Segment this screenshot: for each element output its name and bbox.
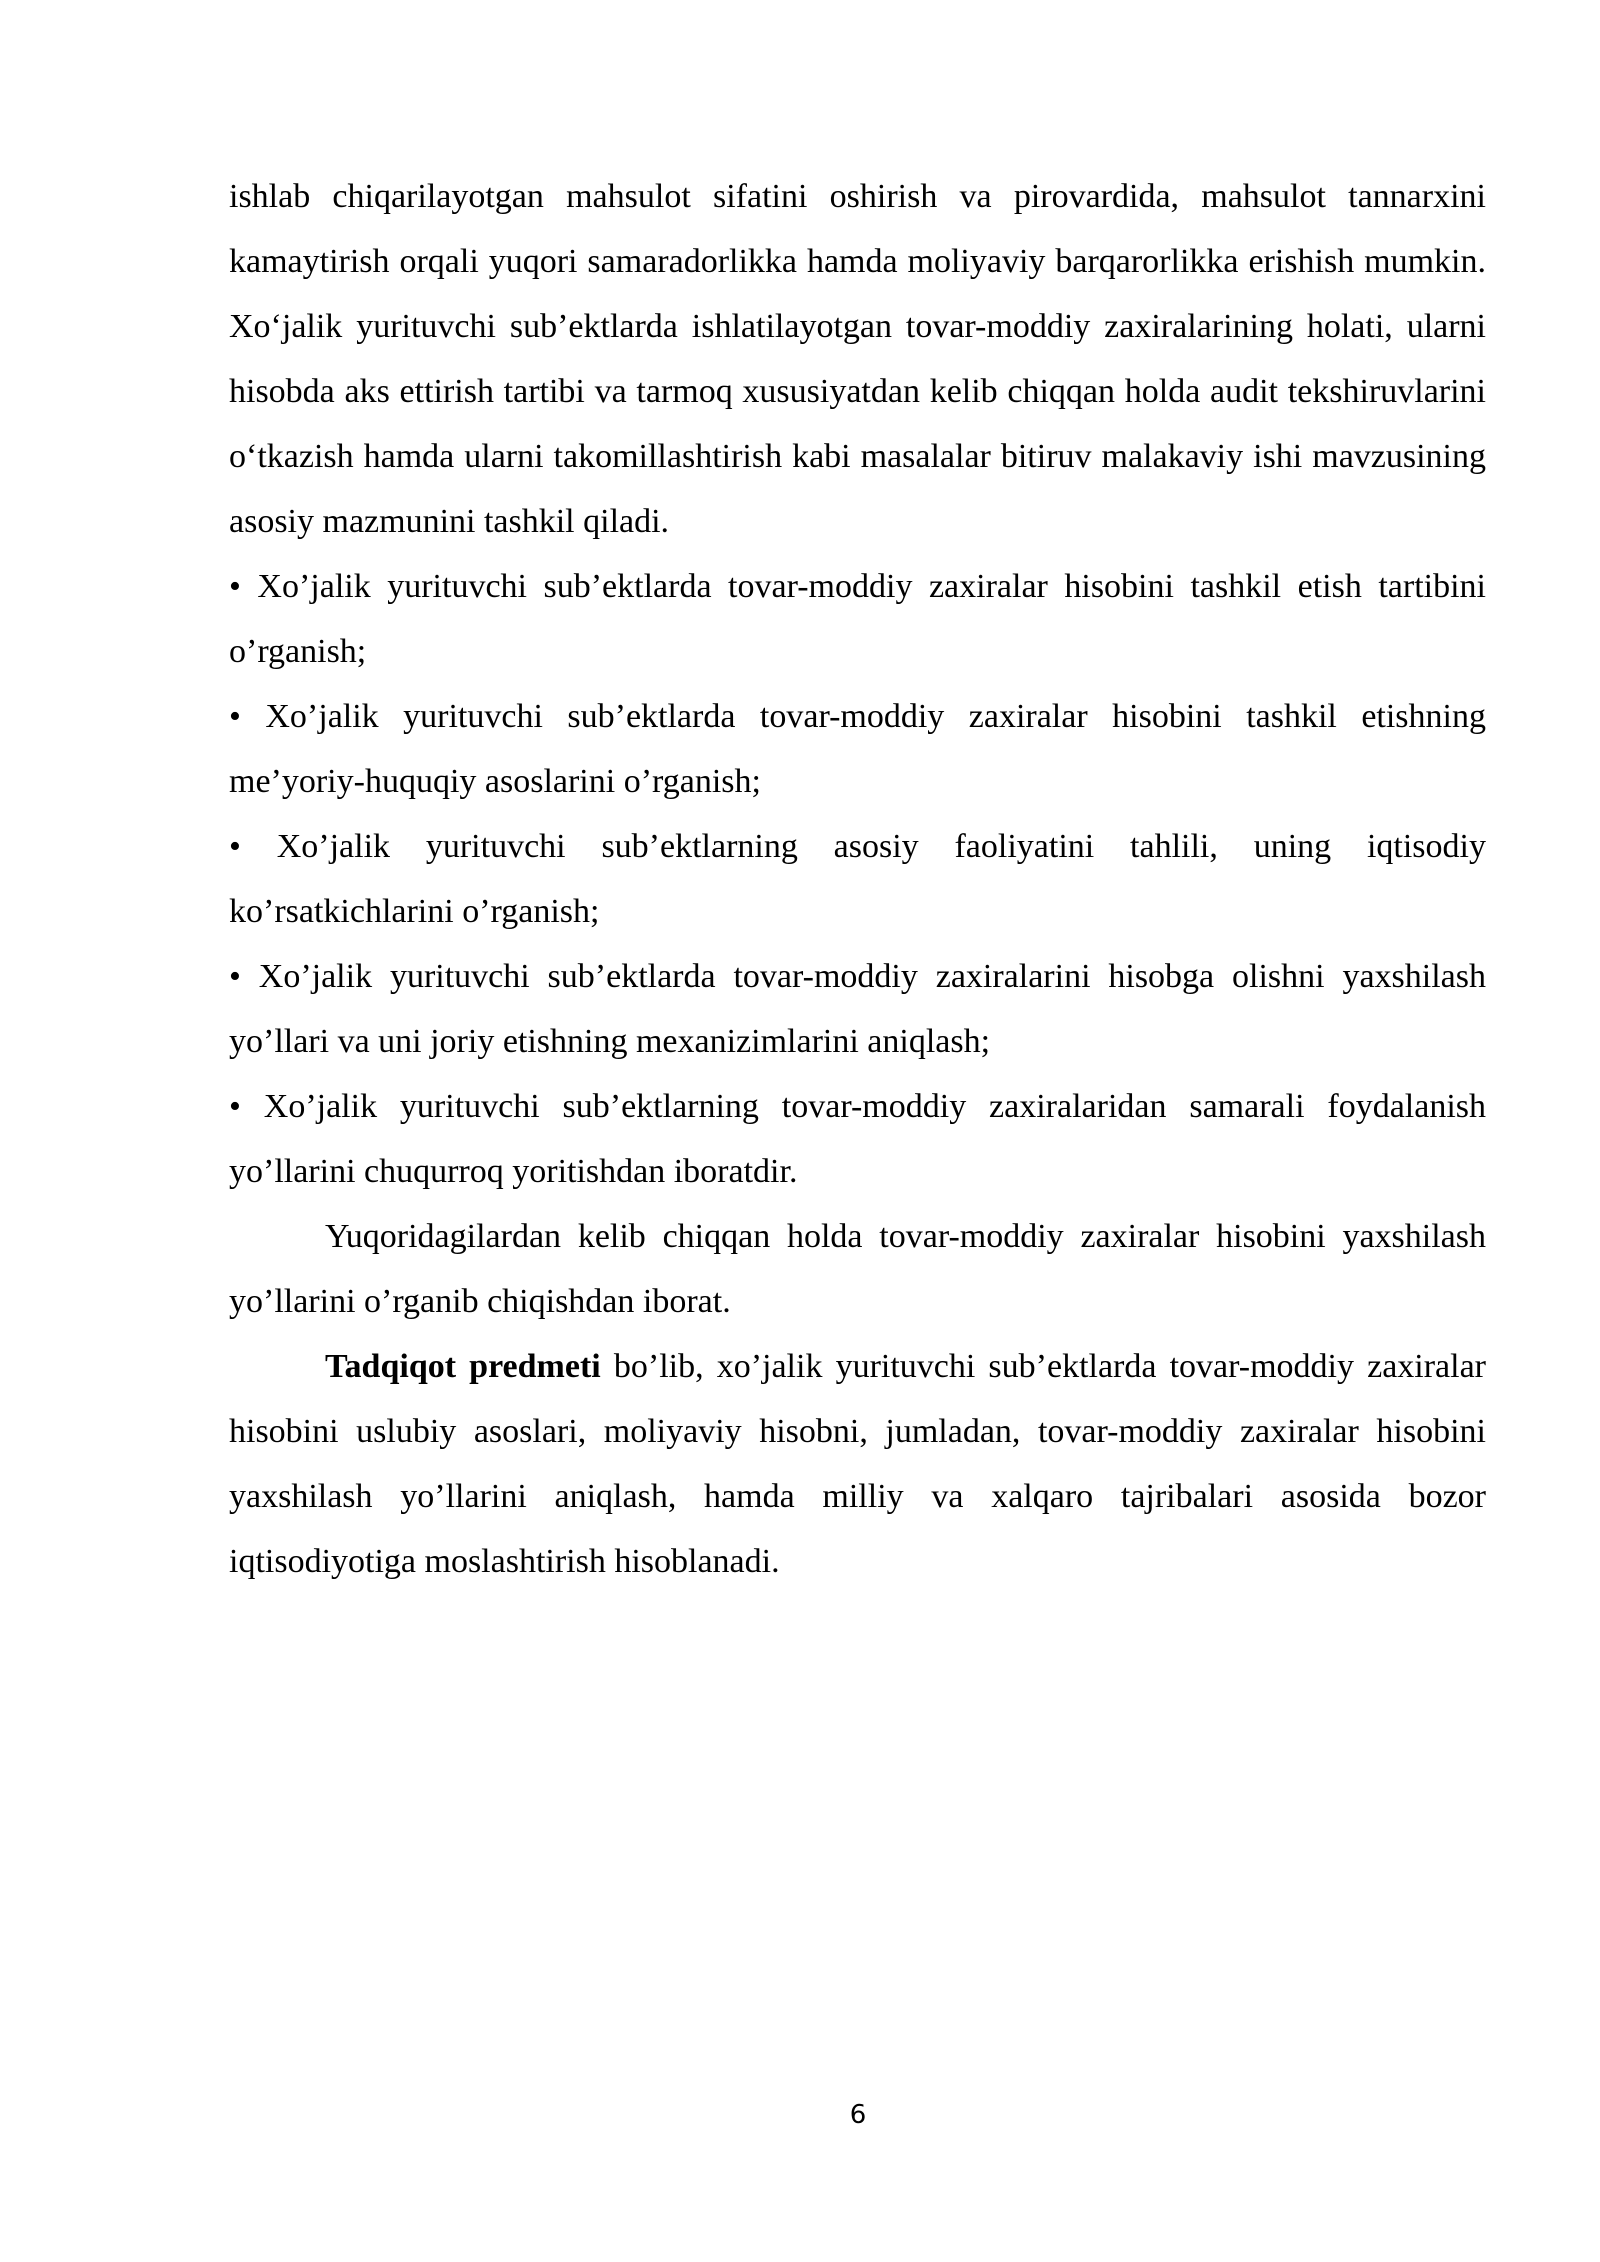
intro-paragraph: ishlab chiqarilayotgan mahsulot sifatini oshirish va pirovardida, mahsulot tannarxini kamaytirish orqali yuqori samaradorlikka hamda moliyaviy barqarorlikka erishish mumkin. Xo‘jalik yurituvchi sub’ektlarda ishlatilayotgan tovar-moddiy zaxiralarining holati, ularni hisobda aks ettirish tartibi va tarmoq xususiyatdan kelib chiqqan holda audit tekshiruvlarini o‘tkazish hamda ularni takomillashtirish kabi masalalar bitiruv malakaviy ishi mavzusining asosiy mazmunini tashkil qiladi. xyxy=(229,178,1486,540)
research-subject-text: bo’lib, xo’jalik yurituvchi sub’ektlarda tovar-moddiy zaxiralar hisobini uslubiy asoslari, moliyaviy hisobni, jumladan, tovar-moddiy zaxiralar hisobini yaxshilash yo’llarini aniqlash, hamda milliy va xalqaro tajribalari asosida bozor iqtisodiyotiga moslashtirish hisoblanadi. xyxy=(229,1348,1487,1580)
bullet-item: • Xo’jalik yurituvchi sub’ektlarning asosiy faoliyatini tahlili, uning iqtisodiy ko’rsatkichlarini o’rganish; xyxy=(229,828,1486,930)
page-number: 6 xyxy=(849,2100,867,2130)
bullet-item: • Xo’jalik yurituvchi sub’ektlarda tovar-moddiy zaxiralar hisobini tashkil etishning me’yoriy-huquqiy asoslarini o’rganish; xyxy=(229,698,1486,800)
bullet-item: • Xo’jalik yurituvchi sub’ektlarning tovar-moddiy zaxiralaridan samarali foydalanish yo’llarini chuqurroq yoritishdan iboratdir. xyxy=(229,1088,1486,1190)
research-subject-paragraph xyxy=(229,1334,1486,1594)
page-body xyxy=(229,164,1486,1594)
summary-paragraph: Yuqoridagilardan kelib chiqqan holda tovar-moddiy zaxiralar hisobini yaxshilash yo’llarini o’rganib chiqishdan iborat. xyxy=(229,1218,1486,1320)
bullet-item: • Xo’jalik yurituvchi sub’ektlarda tovar-moddiy zaxiralar hisobini tashkil etish tartibini o’rganish; xyxy=(229,568,1486,670)
research-subject-label: Tadqiqot predmeti xyxy=(325,1348,601,1385)
bullet-item: • Xo’jalik yurituvchi sub’ektlarda tovar-moddiy zaxiralarini hisobga olishni yaxshilash yo’llari va uni joriy etishning mexanizimlarini aniqlash; xyxy=(229,958,1486,1060)
